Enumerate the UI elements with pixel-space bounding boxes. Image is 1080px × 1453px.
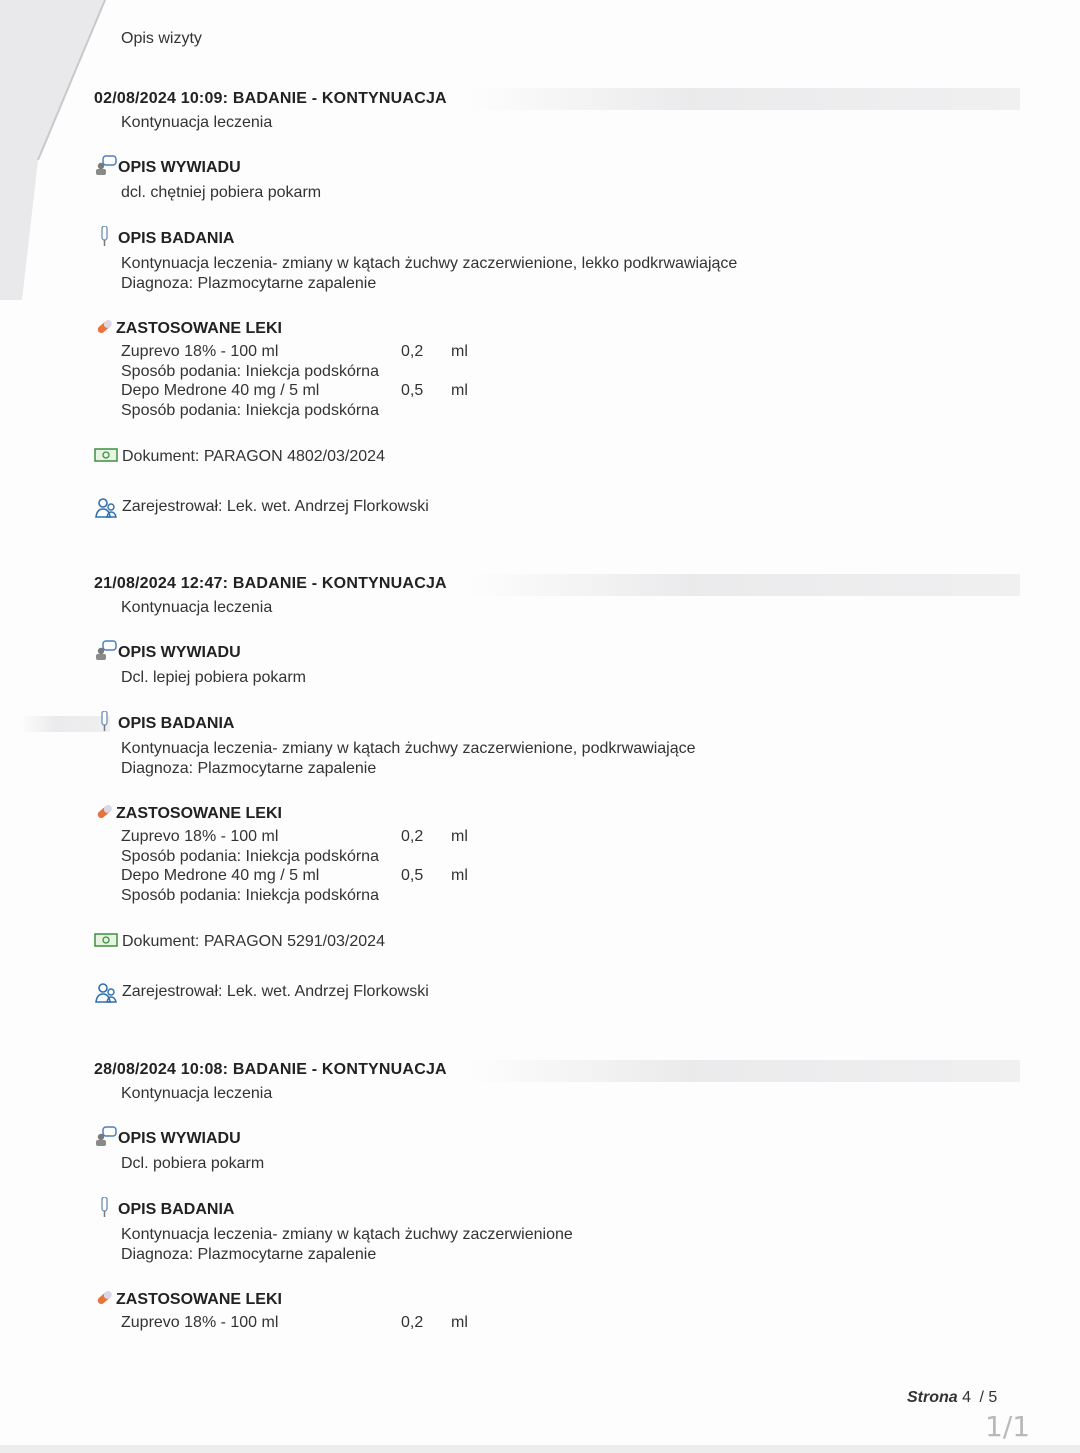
- drug-qty: 0,2: [401, 343, 424, 360]
- drug-name: Depo Medrone 40 mg / 5 ml: [121, 382, 320, 399]
- exam-text: Kontynuacja leczenia- zmiany w kątach żuchwy zaczerwienione, lekko podkrwawiające: [121, 255, 738, 272]
- diagnosis-text: Diagnoza: Plazmocytarne zapalenie: [121, 274, 377, 292]
- drug-row: [121, 1313, 994, 1333]
- registered-line: [94, 497, 994, 517]
- document-text: Dokument: PARAGON 5291/03/2024: [122, 933, 385, 950]
- visit-title: 21/08/2024 12:47: BADANIE - KONTYNUACJA: [94, 575, 447, 592]
- banknote-icon: [94, 447, 122, 467]
- drug-list: [94, 1313, 994, 1333]
- viewer-page-count: 1/1: [985, 1410, 1031, 1443]
- section-heading: OPIS BADANIA: [118, 230, 235, 247]
- exam-section: [94, 711, 994, 778]
- speech-person-icon: [94, 155, 118, 177]
- registered-text: Zarejestrował: Lek. wet. Andrzej Florkowski: [122, 983, 429, 1000]
- footer-total: 5: [988, 1389, 998, 1406]
- viewer-bottom-strip: [0, 1445, 1080, 1453]
- footer-page: 4: [962, 1389, 972, 1406]
- drug-qty: 0,5: [401, 382, 424, 399]
- visit-subtitle: Kontynuacja leczenia: [121, 1085, 273, 1102]
- visit-title: 28/08/2024 10:08: BADANIE - KONTYNUACJA: [94, 1061, 447, 1078]
- speech-person-icon: [94, 640, 118, 662]
- drug-row: [121, 381, 994, 401]
- drug-name: Depo Medrone 40 mg / 5 ml: [121, 867, 320, 884]
- interview-text: Dcl. pobiera pokarm: [121, 1154, 265, 1172]
- document-line: [94, 447, 994, 467]
- section-heading: OPIS WYWIADU: [118, 158, 241, 176]
- banknote-icon: [94, 932, 122, 952]
- pill-icon: [94, 801, 116, 823]
- document-text: Dokument: PARAGON 4802/03/2024: [122, 448, 385, 465]
- document-line: [94, 932, 994, 952]
- drug-qty: 0,5: [401, 867, 424, 884]
- footer-sep: /: [979, 1389, 984, 1406]
- drug-row: [121, 827, 994, 847]
- people-icon: [94, 982, 122, 1002]
- registered-text: Zarejestrował: Lek. wet. Andrzej Florkowski: [122, 498, 429, 515]
- interview-section: [94, 1126, 994, 1174]
- drug-name: Zuprevo 18% - 100 ml: [121, 828, 279, 845]
- drug-route: Sposób podania: Iniekcja podskórna: [121, 886, 379, 904]
- drug-unit: ml: [451, 1314, 468, 1331]
- drug-unit: ml: [451, 867, 468, 884]
- exam-section: [94, 1197, 994, 1264]
- exam-text: Kontynuacja leczenia- zmiany w kątach żuchwy zaczerwienione: [121, 1226, 573, 1243]
- drugs-section: [94, 1287, 994, 1333]
- interview-text: dcl. chętniej pobiera pokarm: [121, 183, 322, 201]
- visit-entry: [94, 90, 994, 517]
- pill-icon: [94, 316, 116, 338]
- registered-line: [94, 982, 994, 1002]
- exam-text: Kontynuacja leczenia- zmiany w kątach żuchwy zaczerwienione, podkrwawiające: [121, 740, 696, 757]
- section-heading: OPIS BADANIA: [118, 715, 235, 732]
- drug-route: Sposób podania: Iniekcja podskórna: [121, 362, 379, 380]
- visit-title: 02/08/2024 10:09: BADANIE - KONTYNUACJA: [94, 90, 447, 107]
- drug-unit: ml: [451, 828, 468, 845]
- drug-row: [121, 866, 994, 886]
- drug-qty: 0,2: [401, 828, 424, 845]
- section-heading: ZASTOSOWANE LEKI: [116, 1291, 282, 1308]
- drug-unit: ml: [451, 382, 468, 399]
- pill-icon: [94, 1287, 116, 1309]
- interview-text: Dcl. lepiej pobiera pokarm: [121, 668, 306, 686]
- interview-section: [94, 640, 994, 688]
- section-heading: OPIS BADANIA: [118, 1201, 235, 1218]
- section-heading: OPIS WYWIADU: [118, 1129, 241, 1147]
- page-header-label: Opis wizyty: [121, 30, 202, 47]
- drugs-section: [94, 316, 994, 420]
- visit-subtitle: Kontynuacja leczenia: [121, 599, 273, 616]
- people-icon: [94, 497, 122, 517]
- drug-unit: ml: [451, 343, 468, 360]
- drug-route: Sposób podania: Iniekcja podskórna: [121, 847, 379, 865]
- drug-list: [94, 342, 994, 420]
- section-heading: ZASTOSOWANE LEKI: [116, 805, 282, 822]
- page-footer: [907, 1389, 997, 1407]
- visit-subtitle: Kontynuacja leczenia: [121, 114, 273, 131]
- diagnosis-text: Diagnoza: Plazmocytarne zapalenie: [121, 1245, 377, 1263]
- exam-section: [94, 226, 994, 293]
- section-heading: OPIS WYWIADU: [118, 643, 241, 661]
- drug-row: [121, 342, 994, 362]
- drug-name: Zuprevo 18% - 100 ml: [121, 1314, 279, 1331]
- drug-qty: 0,2: [401, 1314, 424, 1331]
- visit-entry: [94, 1061, 994, 1333]
- thermometer-icon: [94, 1197, 118, 1219]
- interview-section: [94, 155, 994, 203]
- drug-name: Zuprevo 18% - 100 ml: [121, 343, 279, 360]
- speech-person-icon: [94, 1126, 118, 1148]
- thermometer-icon: [94, 226, 118, 248]
- section-heading: ZASTOSOWANE LEKI: [116, 320, 282, 337]
- drugs-section: [94, 801, 994, 905]
- diagnosis-text: Diagnoza: Plazmocytarne zapalenie: [121, 759, 377, 777]
- drug-route: Sposób podania: Iniekcja podskórna: [121, 401, 379, 419]
- drug-list: [94, 827, 994, 905]
- footer-label: Strona: [907, 1389, 958, 1406]
- thermometer-icon: [94, 711, 118, 733]
- visit-entry: [94, 575, 994, 1002]
